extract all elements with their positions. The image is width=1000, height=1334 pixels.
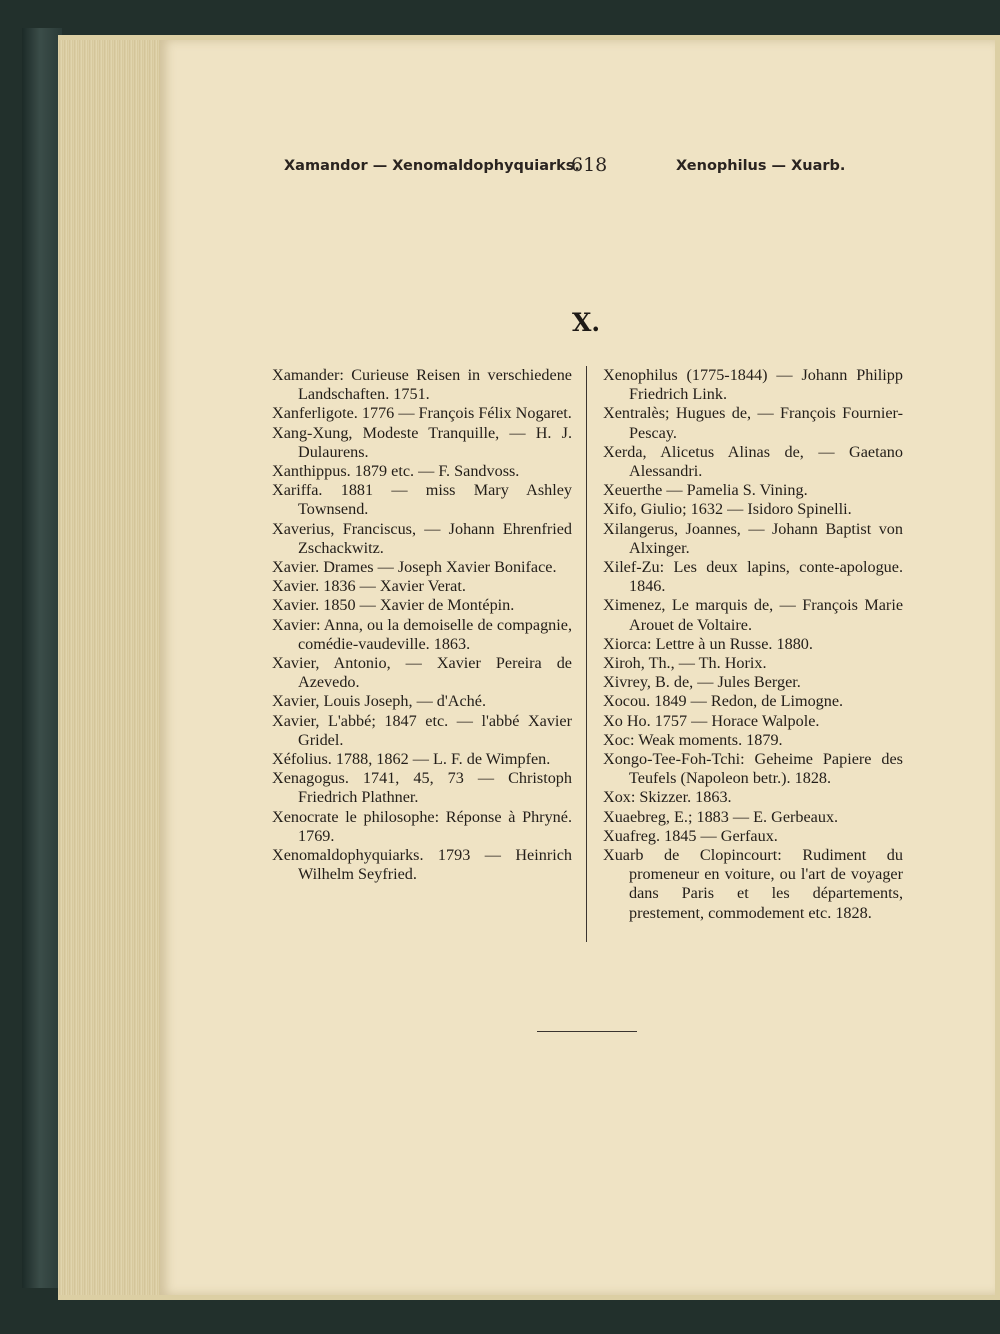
page-number: 618 (571, 154, 608, 176)
index-entry: Xox: Skizzer. 1863. (603, 788, 732, 807)
index-entry: Xuafreg. 1845 — Gerfaux. (603, 826, 778, 845)
book-binding (22, 28, 62, 1288)
index-entry: Xilef-Zu: Les deux lapins, conte-apologue. 1846. (603, 558, 903, 596)
index-entry: Xenophilus (1775-1844) — Johann Philipp Friedrich Link. (603, 366, 903, 404)
index-entry: Xongo-Tee-Foh-Tchi: Geheime Papiere des Teufels (Napoleon betr.). 1828. (603, 750, 903, 788)
index-entry: Xivrey, B. de, — Jules Berger. (603, 673, 801, 692)
index-entry: Xavier: Anna, ou la demoiselle de compagnie, comédie-vaudeville. 1863. (272, 615, 572, 653)
right-column (603, 366, 903, 923)
section-letter: X. (572, 308, 601, 337)
index-entry: Xo Ho. 1757 — Horace Walpole. (603, 711, 820, 730)
index-entry: Xuaebreg, E.; 1883 — E. Gerbeaux. (603, 807, 839, 826)
index-entry: Xenomaldophyquiarks. 1793 — Heinrich Wilhelm Seyfried. (272, 846, 572, 884)
index-entry: Xocou. 1849 — Redon, de Limogne. (603, 692, 844, 711)
index-entry: Xifo, Giulio; 1632 — Isidoro Spinelli. (603, 500, 852, 519)
index-entry: Xerda, Alicetus Alinas de, — Gaetano Alessandri. (603, 442, 903, 481)
page-edges (58, 40, 163, 1295)
index-entry: Xavier, Louis Joseph, — d'Aché. (272, 692, 487, 711)
left-column (272, 366, 572, 884)
index-entry: Xiorca: Lettre à un Russe. 1880. (603, 634, 813, 653)
running-header (0, 154, 1000, 182)
index-entry: Xang-Xung, Modeste Tranquille, — H. J. Dulaurens. (272, 423, 572, 461)
index-entry: Xeuerthe — Pamelia S. Vining. (603, 481, 808, 500)
index-entry: Xenagogus. 1741, 45, 73 — Christoph Friedrich Plathner. (272, 769, 572, 807)
index-entry: Xanferligote. 1776 — François Félix Nogaret. (272, 404, 572, 423)
index-entry: Xanthippus. 1879 etc. — F. Sandvoss. (272, 462, 520, 481)
header-left: Xamandor — Xenomaldophyquiarks. (284, 158, 580, 174)
index-entry: Xoc: Weak moments. 1879. (603, 730, 783, 749)
end-rule (537, 1031, 637, 1032)
index-entry: Xentralès; Hugues de, — François Fournier-Pescay. (603, 404, 903, 442)
index-entry: Xilangerus, Joannes, — Johann Baptist von Alxinger. (603, 519, 903, 557)
index-entry: Xavier. Drames — Joseph Xavier Boniface. (272, 558, 557, 577)
index-entry: Ximenez, Le marquis de, — François Marie Arouet de Voltaire. (603, 596, 903, 634)
index-entry: Xavier, L'abbé; 1847 etc. — l'abbé Xavier Gridel. (272, 711, 572, 749)
index-entry: Xuarb de Clopincourt: Rudiment du promeneur en voiture, ou l'art de voyager dans Paris et les départements, prestement, commodement etc. 1828. (603, 846, 903, 922)
column-divider (586, 366, 587, 942)
index-entry: Xavier. 1850 — Xavier de Montépin. (272, 596, 515, 615)
index-entry: Xavier, Antonio, — Xavier Pereira de Azevedo. (272, 654, 572, 692)
index-entry: Xavier. 1836 — Xavier Verat. (272, 577, 466, 596)
index-entry: Xiroh, Th., — Th. Horix. (603, 654, 767, 673)
index-entry: Xenocrate le philosophe: Réponse à Phryné. 1769. (272, 807, 572, 845)
index-entry: Xéfolius. 1788, 1862 — L. F. de Wimpfen. (272, 750, 551, 769)
index-entry: Xaverius, Franciscus, — Johann Ehrenfried Zschackwitz. (272, 519, 572, 557)
index-entry: Xamander: Curieuse Reisen in verschiedene Landschaften. 1751. (272, 366, 572, 404)
index-entry: Xariffa. 1881 — miss Mary Ashley Townsend. (272, 481, 572, 519)
header-right: Xenophilus — Xuarb. (676, 158, 846, 174)
